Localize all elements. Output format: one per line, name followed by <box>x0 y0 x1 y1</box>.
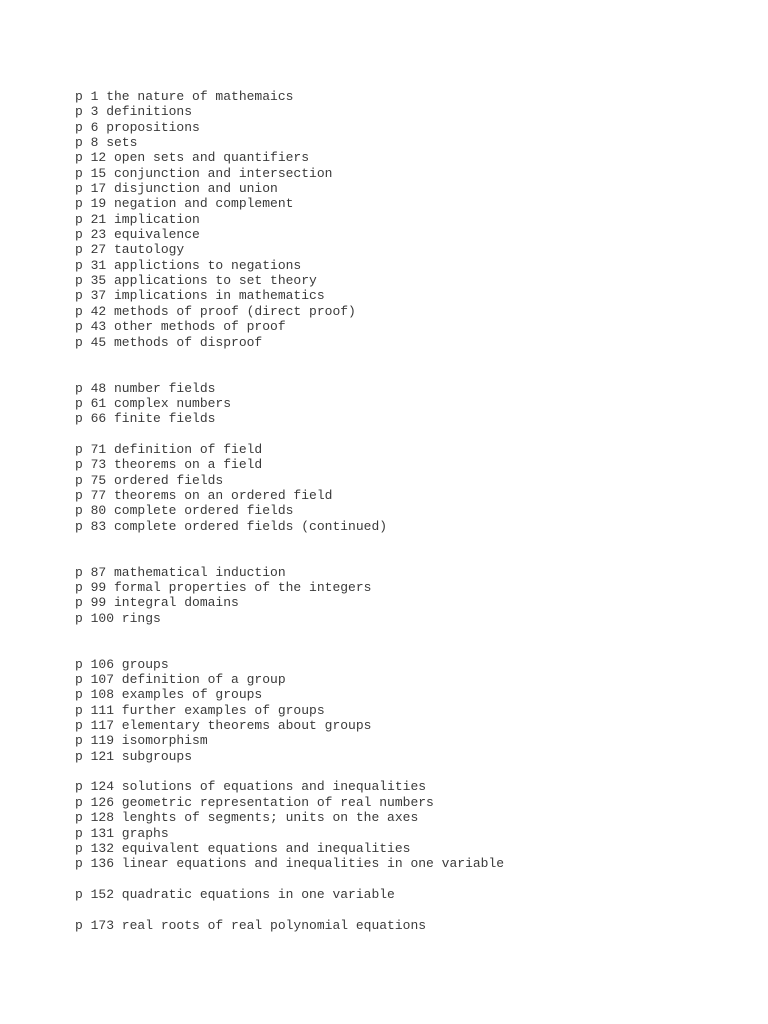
toc-entry: p 117 elementary theorems about groups <box>75 718 372 734</box>
toc-entry: p 37 implications in mathematics <box>75 288 325 304</box>
table-of-contents <box>75 89 755 933</box>
toc-entry: p 128 lenghts of segments; units on the axes <box>75 810 419 826</box>
toc-entry: p 17 disjunction and union <box>75 181 278 197</box>
toc-entry: p 136 linear equations and inequalities in one variable <box>75 856 505 872</box>
toc-entry: p 3 definitions <box>75 104 193 120</box>
toc-entry: p 73 theorems on a field <box>75 457 263 473</box>
toc-entry: p 119 isomorphism <box>75 733 208 749</box>
toc-section-fields <box>75 442 755 534</box>
toc-entry: p 131 graphs <box>75 825 169 841</box>
toc-section-integers <box>75 565 755 626</box>
section-spacer <box>75 427 755 442</box>
toc-section-quadratic <box>75 887 755 902</box>
toc-entry: p 19 negation and complement <box>75 196 294 212</box>
section-spacer <box>75 626 755 657</box>
toc-entry: p 42 methods of proof (direct proof) <box>75 303 356 319</box>
toc-section-polynomial <box>75 918 755 933</box>
toc-entry: p 15 conjunction and intersection <box>75 165 333 181</box>
toc-entry: p 83 complete ordered fields (continued) <box>75 518 388 534</box>
toc-section-groups <box>75 657 755 764</box>
toc-entry: p 12 open sets and quantifiers <box>75 150 310 166</box>
toc-entry: p 80 complete ordered fields <box>75 503 294 519</box>
toc-entry: p 77 theorems on an ordered field <box>75 487 333 503</box>
toc-entry: p 8 sets <box>75 135 138 151</box>
section-spacer <box>75 534 755 565</box>
toc-entry: p 126 geometric representation of real numbers <box>75 794 434 810</box>
section-spacer <box>75 350 755 381</box>
toc-entry: p 124 solutions of equations and inequalities <box>75 779 427 795</box>
toc-entry: p 27 tautology <box>75 242 185 258</box>
section-spacer <box>75 902 755 917</box>
toc-section-number-fields <box>75 381 755 427</box>
toc-entry: p 71 definition of field <box>75 441 263 457</box>
toc-entry: p 1 the nature of mathemaics <box>75 89 294 104</box>
toc-entry: p 75 ordered fields <box>75 472 224 488</box>
toc-entry: p 43 other methods of proof <box>75 319 286 335</box>
section-spacer <box>75 872 755 887</box>
toc-entry: p 23 equivalence <box>75 227 200 243</box>
toc-section-logic <box>75 89 755 350</box>
toc-entry: p 6 propositions <box>75 119 200 135</box>
toc-entry: p 45 methods of disproof <box>75 334 263 350</box>
toc-entry: p 87 mathematical induction <box>75 564 286 580</box>
toc-entry: p 99 integral domains <box>75 595 239 611</box>
toc-entry: p 121 subgroups <box>75 748 193 764</box>
toc-entry: p 106 groups <box>75 656 169 672</box>
toc-entry: p 107 definition of a group <box>75 672 286 688</box>
toc-entry: p 21 implication <box>75 211 200 227</box>
section-spacer <box>75 764 755 779</box>
toc-entry: p 99 formal properties of the integers <box>75 580 372 595</box>
toc-entry: p 66 finite fields <box>75 411 216 427</box>
toc-entry: p 173 real roots of real polynomial equations <box>75 917 427 933</box>
toc-entry: p 35 applications to set theory <box>75 273 317 289</box>
toc-entry: p 111 further examples of groups <box>75 702 325 718</box>
toc-entry: p 48 number fields <box>75 380 216 396</box>
toc-entry: p 152 quadratic equations in one variable <box>75 886 395 902</box>
toc-entry: p 132 equivalent equations and inequalities <box>75 840 411 856</box>
toc-entry: p 100 rings <box>75 610 161 626</box>
toc-section-equations <box>75 779 755 871</box>
toc-entry: p 31 applictions to negations <box>75 257 302 273</box>
toc-entry: p 61 complex numbers <box>75 395 232 411</box>
toc-entry: p 108 examples of groups <box>75 687 263 703</box>
